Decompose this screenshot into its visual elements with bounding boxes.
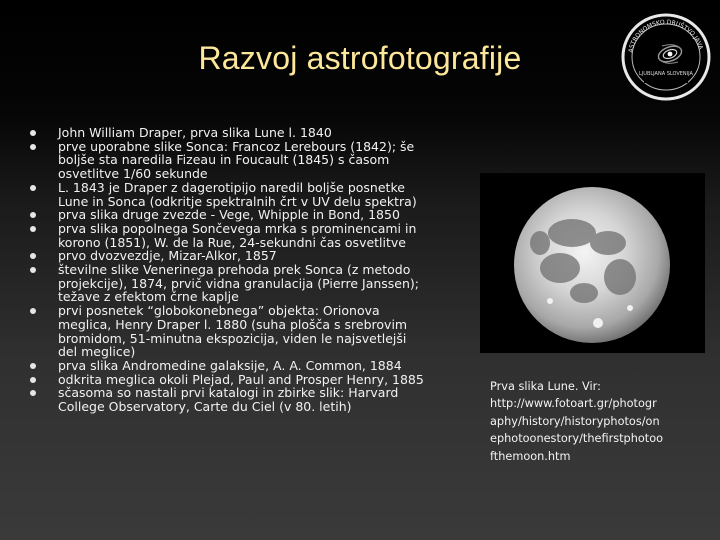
- bullet-dot-icon: [30, 185, 36, 191]
- bullet-dot-icon: [30, 267, 36, 273]
- bullet-text-line: prva slika popolnega Sončevega mrka s prominencami in: [58, 220, 417, 236]
- bullet-dot-icon: [30, 226, 36, 232]
- bullet-dot-icon: [30, 212, 36, 218]
- slide-title: Razvoj astrofotografije: [198, 40, 522, 76]
- bullet-text-line: L. 1843 je Draper z dagerotipijo naredil boljše posnetke: [58, 179, 405, 195]
- bullet-item: [30, 249, 480, 263]
- bullet-dot-icon: [30, 308, 36, 314]
- bullet-item: [30, 386, 480, 413]
- bullet-item: [30, 222, 480, 249]
- bullet-text-line: številne slike Venerinega prehoda prek Sonca (z metodo: [58, 262, 411, 278]
- bullet-text-line: težave z efektom črne kaplje: [58, 289, 239, 305]
- caption-line: aphy/history/historyphotos/on: [490, 414, 660, 428]
- moon-photo: [480, 173, 705, 353]
- caption-line: ephotoonestory/thefirstphotoo: [490, 432, 664, 446]
- bullet-text-line: del meglice): [58, 344, 136, 360]
- bullet-item: [30, 373, 480, 387]
- bullet-text-line: odkrita meglica okoli Plejad, Paul and Prosper Henry, 1885: [58, 371, 424, 387]
- bullet-item: [30, 304, 480, 359]
- bullet-item: [30, 181, 480, 208]
- logo-arc-text: ASTRONOMSKO DRUŠTVO JAVA: [627, 18, 705, 54]
- bullet-dot-icon: [30, 377, 36, 383]
- caption-line: fthemoon.htm: [490, 449, 571, 463]
- caption-line: Prva slika Lune. Vir:: [490, 380, 601, 393]
- bullet-dot-icon: [30, 253, 36, 259]
- bullet-text-line: prva slika Andromedine galaksije, A. A. Common, 1884: [58, 357, 402, 373]
- bullet-text-line: bromidom, 51-minutna ekspozicija, viden le najsvetlejši: [58, 330, 407, 346]
- photo-caption: [490, 378, 715, 465]
- bullet-text-line: korono (1851), W. de la Rue, 24-sekundni čas osvetlitve: [58, 234, 406, 250]
- caption-line: http://www.fotoart.gr/photogr: [490, 397, 657, 411]
- bullet-text-line: John William Draper, prva slika Lune l. 1840: [58, 125, 332, 140]
- bullet-dot-icon: [30, 363, 36, 369]
- bullet-text-line: boljše sta naredila Fizeau in Foucault (1845) s časom: [58, 152, 390, 168]
- bullet-item: [30, 359, 480, 373]
- bullet-dot-icon: [30, 130, 36, 136]
- bullet-text-line: meglica, Henry Draper l. 1880 (suha plošča s srebrovim: [58, 316, 408, 332]
- bullet-list: [30, 126, 480, 414]
- bullet-text-line: projekcije), 1874, prvič vidna granulacija (Pierre Janssen);: [58, 275, 419, 291]
- bullet-text-line: prve uporabne slike Sonca: Francoz Lerebours (1842); še: [58, 138, 415, 154]
- bullet-item: [30, 208, 480, 222]
- logo-bottom-text: LJUBLJANA SLOVENIJA: [639, 71, 693, 77]
- bullet-text-line: Lune in Sonca (odkritje spektralnih črt v UV delu spektra): [58, 193, 417, 209]
- bullet-text-line: prva slika druge zvezde - Vege, Whipple in Bond, 1850: [58, 207, 400, 223]
- bullet-text-line: College Observatory, Carte du Ciel (v 80. letih): [58, 399, 352, 415]
- bullet-item: [30, 126, 480, 140]
- society-logo: [620, 12, 712, 102]
- bullet-text-line: osvetlitve 1/60 sekunde: [58, 166, 208, 182]
- bullet-dot-icon: [30, 390, 36, 396]
- bullet-text-line: prvi posnetek “globokonebnega” objekta: Orionova: [58, 303, 380, 319]
- bullet-item: [30, 263, 480, 304]
- bullet-dot-icon: [30, 144, 36, 150]
- bullet-text-line: prvo dvozvezdje, Mizar-Alkor, 1857: [58, 248, 277, 264]
- bullet-text-line: sčasoma so nastali prvi katalogi in zbirke slik: Harvard: [58, 385, 399, 401]
- bullet-item: [30, 140, 480, 181]
